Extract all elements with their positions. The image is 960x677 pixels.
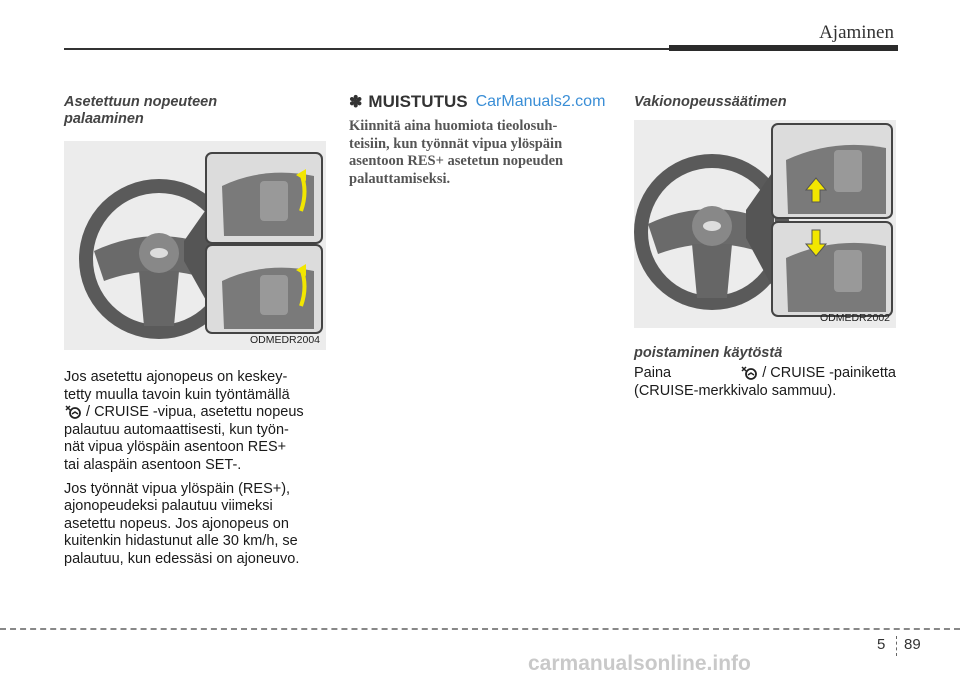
subheading-disable: poistaminen käytöstä	[634, 345, 783, 361]
page-separator	[896, 636, 898, 656]
footer-rule	[0, 628, 960, 630]
note-text: Kiinnitä aina huomiota tieolosuh- teisiin, kun työnnät vipua ylöspäin asentoon RES+ asetetun nopeuden palauttamiseksi.	[349, 118, 564, 187]
cruise-steering-icon-2	[740, 365, 758, 380]
heading-cruise-control: Vakionopeussäätimen	[634, 94, 787, 110]
figure-code: ODMEDR2004	[249, 334, 320, 346]
paragraph-1: Jos asetettu ajonopeus on keskey- tetty muulla tavoin kuin työntämällä / CRUISE -vipua, asetettu nopeus palautuu automaattisesti, kun työn- nät vipua ylöspäin asentoon RES+ tai alaspäin asentoon SET-.	[64, 369, 304, 473]
note-box	[349, 92, 611, 188]
page-number: 89	[904, 636, 921, 653]
steering-wheel-illustration-2	[634, 120, 896, 328]
watermark-link[interactable]: CarManuals2.com	[475, 93, 606, 110]
steering-wheel-illustration	[64, 141, 326, 350]
header-rule-accent	[669, 45, 898, 51]
right-body	[634, 345, 896, 406]
cruise-steering-icon	[64, 404, 82, 419]
heading-resume-speed: Asetettuun nopeuteen palaaminen	[64, 94, 218, 127]
note-star-icon: ✽	[349, 94, 363, 111]
right-column	[634, 94, 896, 111]
header-rule	[64, 48, 669, 50]
left-body	[64, 369, 326, 575]
chapter-number: 5	[877, 636, 886, 653]
left-column	[64, 94, 326, 128]
footer-watermark[interactable]: carmanualsonline.info	[528, 652, 751, 675]
section-title: Ajaminen	[819, 22, 894, 43]
note-heading: ✽ MUISTUTUS CarManuals2.com	[349, 92, 606, 111]
figure-steering-wheel-resume	[64, 141, 326, 350]
paragraph-disable: Paina / CRUISE -painiketta (CRUISE-merkkivalo sammuu).	[634, 365, 896, 399]
figure-steering-wheel-cancel	[634, 120, 896, 328]
paragraph-2: Jos työnnät vipua ylöspäin (RES+), ajonopeudeksi palautuu viimeksi asetettu nopeus. Jos ajonopeus on kuitenkin hidastunut alle 30 km/h, se palautuu, kun edessäsi on ajoneuvo.	[64, 480, 300, 567]
figure-code-2: ODMEDR2002	[819, 312, 890, 324]
